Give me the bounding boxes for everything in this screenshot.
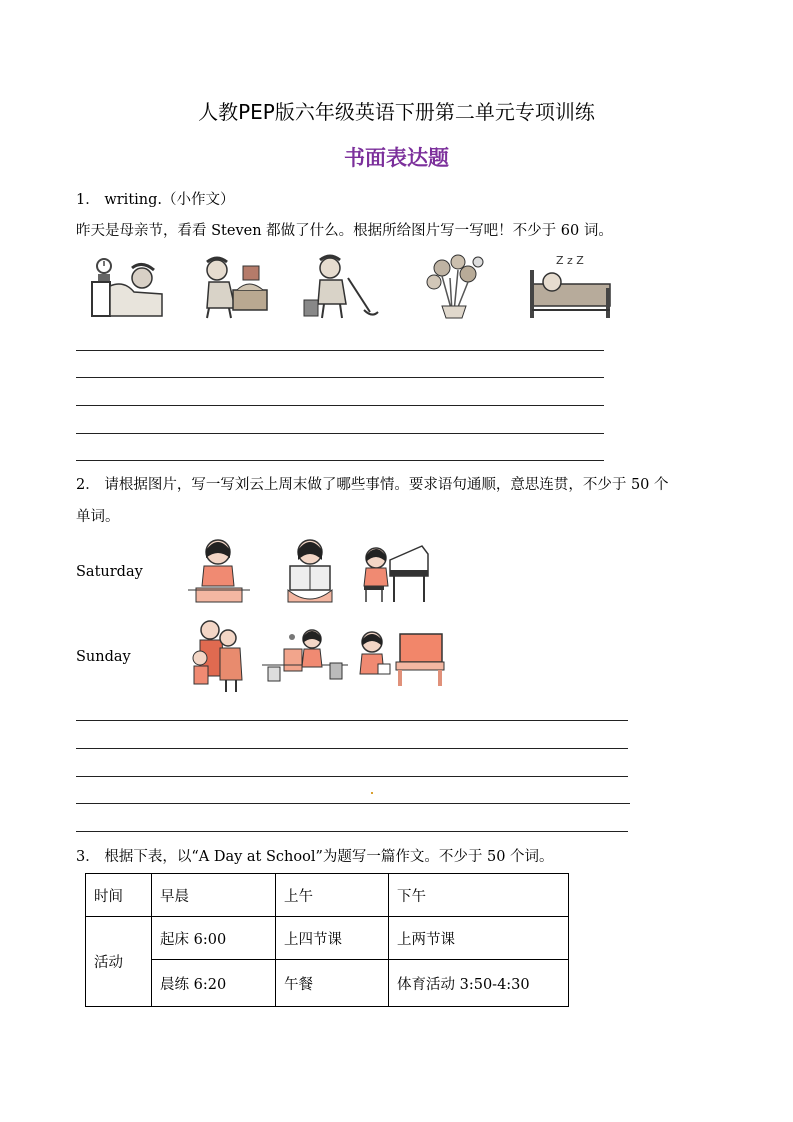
q1-writing-line[interactable] bbox=[76, 377, 604, 378]
alarm-clock-bed-icon bbox=[84, 252, 168, 320]
q1-writing-line[interactable] bbox=[76, 350, 604, 351]
table-cell: 晨练 6:20 bbox=[152, 960, 276, 1007]
sleeping-icon bbox=[526, 248, 614, 322]
q2-writing-line[interactable] bbox=[76, 720, 628, 721]
schedule-table bbox=[85, 873, 569, 1007]
q2-writing-line[interactable] bbox=[76, 748, 628, 749]
page-subtitle: 书面表达题 bbox=[344, 146, 449, 170]
stray-mark bbox=[371, 792, 373, 794]
saturday-label: Saturday bbox=[76, 564, 143, 580]
q2-writing-line[interactable] bbox=[76, 831, 628, 832]
table-row bbox=[86, 917, 569, 960]
mopping-floor-icon bbox=[300, 252, 380, 320]
q1-writing-line[interactable] bbox=[76, 460, 604, 461]
q1-heading: 1． writing.（小作文） bbox=[76, 192, 235, 208]
table-header-cell: 时间 bbox=[86, 874, 152, 917]
table-header-cell: 上午 bbox=[276, 874, 389, 917]
cleaning-room-icon bbox=[262, 625, 348, 683]
flowers-icon bbox=[412, 252, 492, 320]
q2-writing-line[interactable] bbox=[76, 776, 628, 777]
table-cell: 起床 6:00 bbox=[152, 917, 276, 960]
table-row-label: 活动 bbox=[86, 917, 152, 1007]
drawing-icon bbox=[188, 534, 252, 606]
table-header-row bbox=[86, 874, 569, 917]
reading-book-icon bbox=[282, 534, 338, 606]
table-header-cell: 早晨 bbox=[152, 874, 276, 917]
q1-writing-line[interactable] bbox=[76, 405, 604, 406]
page-title: 人教PEP版六年级英语下册第二单元专项训练 bbox=[198, 100, 595, 124]
q2-writing-line[interactable] bbox=[76, 803, 630, 804]
q2-prompt-line1: 2． 请根据图片，写一写刘云上周末做了哪些事情。要求语句通顺，意思连贯，不少于 50 个 bbox=[76, 477, 669, 493]
watching-tv-icon bbox=[358, 628, 446, 690]
playing-piano-icon bbox=[360, 540, 430, 606]
table-cell: 上两节课 bbox=[389, 917, 569, 960]
sunday-label: Sunday bbox=[76, 649, 131, 665]
visiting-grandparents-icon bbox=[186, 618, 246, 694]
table-row bbox=[86, 960, 569, 1007]
q3-prompt: 3． 根据下表，以“A Day at School”为题写一篇作文。不少于 50 个词。 bbox=[76, 849, 554, 865]
q1-prompt: 昨天是母亲节，看看 Steven 都做了什么。根据所给图片写一写吧！不少于 60 词。 bbox=[76, 223, 613, 239]
svg-text:Z z Z: Z z Z bbox=[556, 254, 584, 267]
q1-writing-line[interactable] bbox=[76, 433, 604, 434]
table-cell: 体育活动 3:50-4:30 bbox=[389, 960, 569, 1007]
washing-clothes-icon bbox=[193, 252, 273, 320]
table-cell: 上四节课 bbox=[276, 917, 389, 960]
table-header-cell: 下午 bbox=[389, 874, 569, 917]
q2-prompt-line2: 单词。 bbox=[76, 509, 120, 525]
table-cell: 午餐 bbox=[276, 960, 389, 1007]
